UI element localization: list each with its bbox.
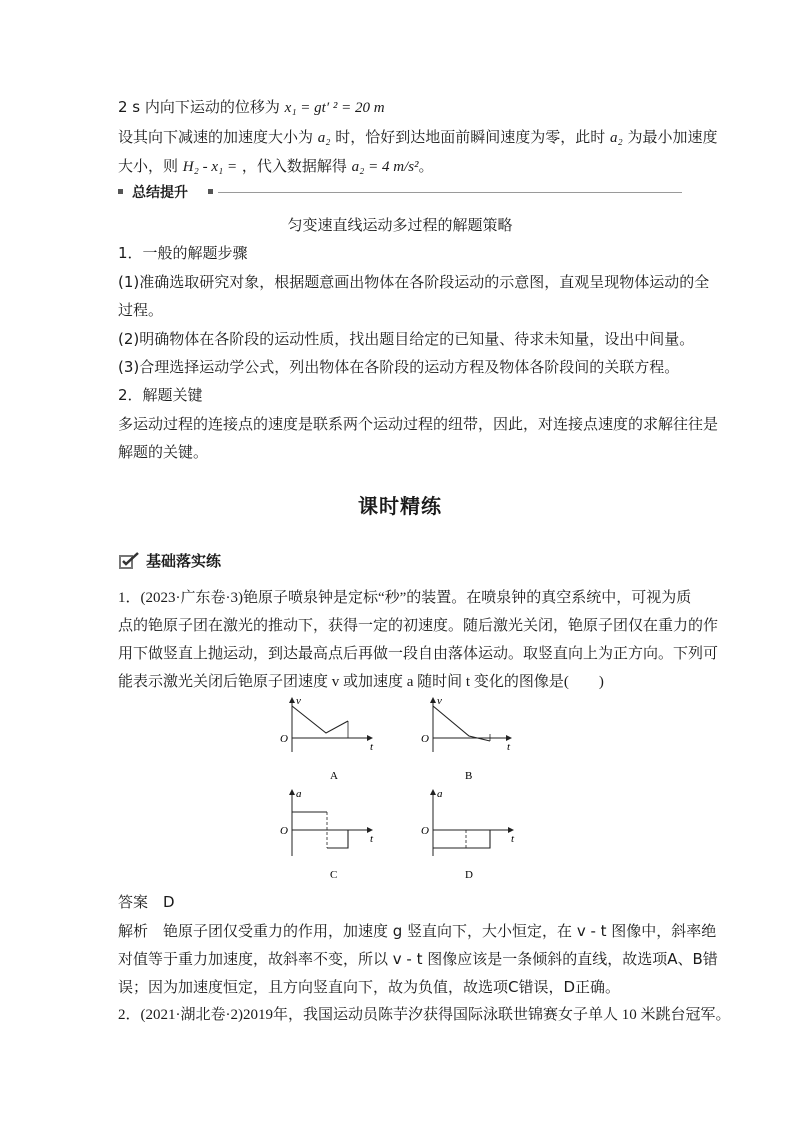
t-label: t — [370, 833, 374, 845]
summary-title: 匀变速直线运动多过程的解题策略 — [287, 216, 513, 234]
question-2-line: 2．(2021·湖北卷·2)2019年，我国运动员陈芋汐获得国际泳联世锦赛女子单人 10 米跳台冠军。 — [118, 1007, 731, 1023]
graph-c — [280, 788, 374, 881]
formula: a₂ — [610, 130, 623, 146]
question-1-line: 用下做竖直上抛运动，到达最高点后再做一段自由落体运动。取竖直向上为正方向。下列可 — [118, 646, 719, 662]
solution-line-3 — [118, 156, 434, 177]
answer-graphs — [270, 690, 540, 890]
graph-d — [421, 788, 515, 881]
question-1-line: 1．(2023·广东卷·3)铯原子喷泉钟是定标“秒”的装置。在喷泉钟的真空系统中，可视为质 — [118, 590, 692, 606]
solution-line-1 — [118, 97, 385, 118]
summary-label: 总结提升 — [132, 185, 188, 201]
graph-line — [292, 706, 348, 733]
formula: x₁ = gt′ ² = 20 m — [284, 100, 385, 116]
summary-paragraph: (2)明确物体在各阶段的运动性质，找出题目给定的已知量、待求未知量，设出中间量。 — [118, 330, 695, 348]
explanation-line: 对值等于重力加速度，故斜率不变，所以 v - t 图像应该是一条倾斜的直线，故选项A、B错 — [118, 950, 718, 968]
summary-key-heading: 2．解题关键 — [118, 386, 203, 404]
option-c-label: C — [330, 869, 338, 881]
text-span: 设其向下减速的加速度大小为 — [118, 128, 318, 146]
formula: H₂ - x₁ = — [182, 159, 238, 175]
origin-label: O — [280, 825, 288, 837]
summary-paragraph: 解题的关键。 — [118, 443, 209, 461]
v-label: v — [296, 695, 301, 707]
t-label: t — [370, 741, 374, 753]
summary-header — [118, 182, 682, 202]
origin-label: O — [421, 733, 429, 745]
graph-line — [327, 830, 348, 848]
option-a-label: A — [330, 770, 338, 782]
option-b-label: B — [465, 770, 473, 782]
text-span: ，代入数据解得 — [237, 157, 352, 175]
solution-line-2 — [118, 127, 718, 148]
origin-label: O — [280, 733, 288, 745]
text-span: 为最小加速度 — [622, 128, 718, 146]
text-span: 2 s 内向下运动的位移为 — [118, 98, 285, 116]
summary-step-heading: 1．一般的解题步骤 — [118, 244, 248, 262]
question-1-line: 能表示激光关闭后铯原子团速度 v 或加速度 a 随时间 t 变化的图像是( ) — [118, 674, 604, 690]
summary-paragraph: (1)准确选取研究对象，根据题意画出物体在各阶段运动的示意图，直观呈现物体运动的全 — [118, 273, 710, 291]
lesson-title: 课时精练 — [358, 494, 442, 518]
summary-paragraph: 过程。 — [118, 301, 164, 319]
origin-label: O — [421, 825, 429, 837]
explanation-line: 解析 铯原子团仅受重力的作用，加速度 g 竖直向下，大小恒定，在 v - t 图像中，斜率绝 — [118, 922, 717, 940]
summary-paragraph: (3)合理选择运动学公式，列出物体在各阶段的运动方程及物体各阶段间的关联方程。 — [118, 358, 680, 376]
formula: a₂ — [317, 130, 331, 146]
text-span: 时，恰好到达地面前瞬间速度为零，此时 — [330, 128, 611, 146]
graph-line — [433, 706, 490, 741]
text-span: 大小，则 — [118, 157, 183, 175]
t-label: t — [507, 741, 511, 753]
t-label: t — [511, 833, 515, 845]
option-d-label: D — [465, 869, 473, 881]
formula: a₂ = 4 m/s² — [351, 159, 419, 175]
summary-paragraph: 多运动过程的连接点的速度是联系两个运动过程的纽带，因此，对连接点速度的求解往往是 — [118, 415, 719, 433]
graph-line — [433, 830, 490, 848]
checklist-icon — [118, 551, 142, 571]
v-label: v — [437, 695, 442, 707]
square-icon — [118, 189, 123, 194]
text-span: 。 — [418, 157, 434, 175]
question-1-line: 点的铯原子团在激光的推动下，获得一定的初速度。随后激光关闭，铯原子团仅在重力的作 — [118, 618, 719, 634]
a-label: a — [296, 788, 302, 800]
graph-b — [421, 695, 511, 782]
explanation-line: 误；因为加速度恒定，且方向竖直向下，故为负值，故选项C错误，D正确。 — [118, 978, 621, 996]
answer-line: 答案 D — [118, 893, 175, 911]
a-label: a — [437, 788, 443, 800]
divider — [218, 192, 682, 193]
section-label: 基础落实练 — [146, 552, 222, 570]
graph-a — [280, 695, 374, 782]
square-icon — [208, 189, 213, 194]
